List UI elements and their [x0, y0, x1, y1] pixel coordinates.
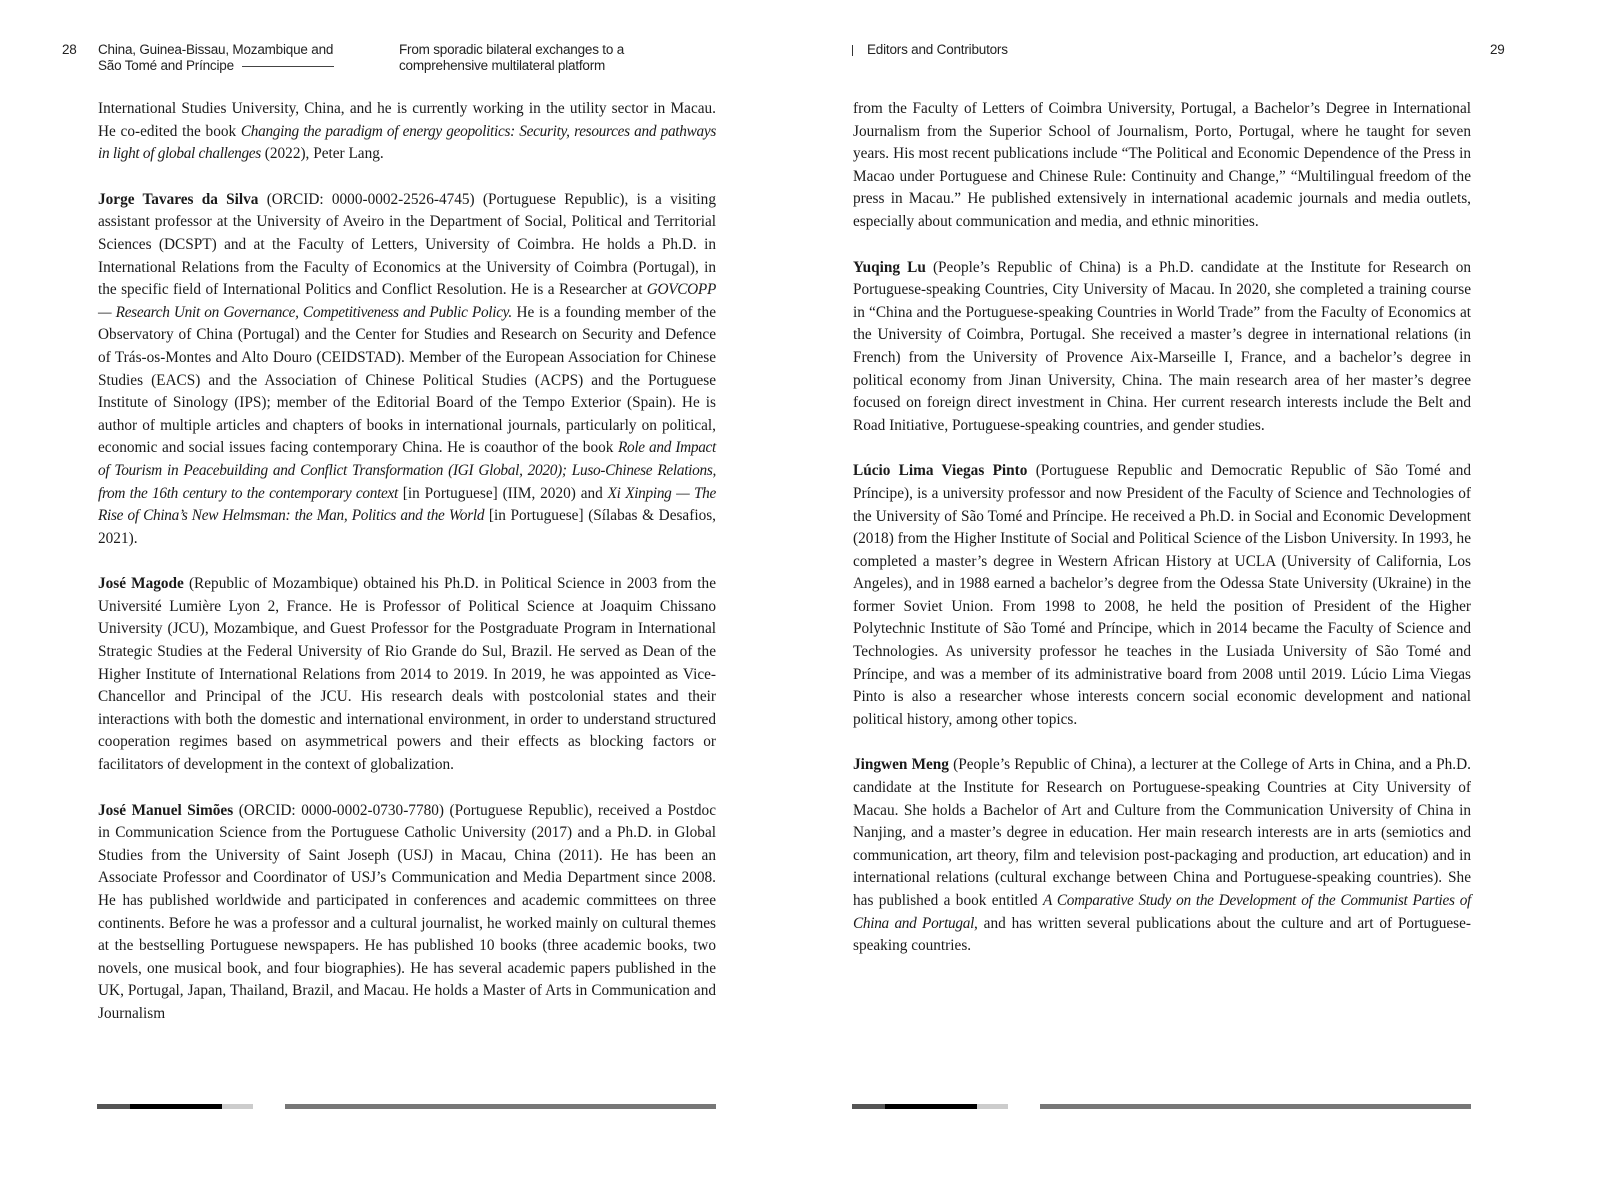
- contributor-name: Yuqing Lu: [853, 258, 926, 276]
- contributor-bio: [98, 189, 716, 551]
- continued-paragraph: [853, 98, 1471, 234]
- italic-title: A Comparative Study on the Development of the Communist Parties of China and Portugal: [853, 892, 1471, 932]
- contributor-name: Jingwen Meng: [853, 756, 949, 774]
- contributor-name: José Manuel Simões: [98, 801, 234, 819]
- right-body-text: [853, 98, 1471, 981]
- bio-text: [in Portuguese] (Sílabas & Desafios, 2021).: [98, 507, 716, 547]
- section-marker: [852, 42, 853, 58]
- bio-text: (Portuguese Republic and Democratic Republic of São Tomé and Príncipe), is a university professor and now President of the Faculty of Science and Technologies of the University of São Tomé and Príncipe. He received a Ph.D. in Social and Economic Development (2018) from the Higher Institute of Social and Political Science of the Lisbon University. In 1993, he completed a master’s degree in Western African History at UCLA (University of California, Los Angeles), and in 1988 earned a bachelor’s degree from the Odessa State University (Ukraine) in the former Soviet Union. From 1998 to 2008, he held the position of President of the Higher Polytechnic Institute of São Tomé and Príncipe, which in 2014 became the Faculty of Science and Technologies. As university professor he teaches in the Lusiada University of São Tomé and Príncipe, and was a member of its administrative board from 2008 until 2019. Lúcio Lima Viegas Pinto is also a researcher whose interests concern social economic development and national political history, among other topics.: [853, 462, 1471, 728]
- contributor-bio: [853, 257, 1471, 438]
- book-title-text: China, Guinea-Bissau, Mozambique and São Tomé and Príncipe: [98, 42, 334, 73]
- footer-bar-segment: [977, 1104, 1008, 1109]
- page-number-left: 28: [62, 42, 77, 57]
- contributor-name: Jorge Tavares da Silva: [98, 190, 259, 208]
- italic-title: Changing the paradigm of energy geopolitics: Security, resources and pathways in light of global challenges: [98, 122, 716, 163]
- footer-bar-segment: [130, 1104, 222, 1109]
- continued-paragraph: [98, 98, 716, 166]
- footer-bar-long: [285, 1104, 716, 1109]
- running-head-chapter-title: From sporadic bilateral exchanges to a comprehensive multilateral platform: [399, 42, 625, 73]
- bio-text: (People’s Republic of China), a lecturer at the College of Arts in China, and a Ph.D. candidate at the Institute for Research on Portuguese-speaking Countries at City University of Macau. She holds a Bachelor of Art and Culture from the Communication University of China in Nanjing, and a master’s degree in education. Her main research interests are in arts (semiotics and communication, art theory, film and television post-packaging and production, art education) and in international relations (cultural exchange between China and Portuguese-speaking countries). She has published a book entitled: [853, 756, 1471, 909]
- footer-bar-long: [1040, 1104, 1471, 1109]
- section-marker-bar: [852, 45, 853, 56]
- bio-text: He is a founding member of the Observatory of China (Portugal) and the Center for Studies and Research on Security and Defence of Trás-os-Montes and Alto Douro (CEIDSTAD). Member of the European Association for Chinese Studies (EACS) and the Association of Chinese Political Studies (ACPS) and the Portuguese Institute of Sinology (IPS); member of the Editorial Board of the Tempo Exterior (Spain). He is author of multiple articles and chapters of books in international journals, particularly on political, economic and social issues facing contemporary China. He is coauthor of the book: [98, 303, 716, 457]
- contributor-bio: [98, 573, 716, 776]
- bio-text: from the Faculty of Letters of Coimbra University, Portugal, a Bachelor’s Degree in International Journalism from the Superior School of Journalism, Porto, Portugal, where he taught for seven years. His most recent publications include “The Political and Economic Dependence of the Press in Macao under Portuguese and Chinese Rule: Continuity and Change,” “Multilingual freedom of the press in Macau.” He published extensively in international academic journals and media outlets, especially about communication and media, and ethnic minorities.: [853, 100, 1471, 230]
- left-body-text: [98, 98, 716, 1049]
- contributor-bio: [98, 800, 716, 1026]
- italic-title: Xi Xinping — The Rise of China’s New Helmsman: the Man, Politics and the World: [98, 484, 716, 525]
- bio-text: (People’s Republic of China) is a Ph.D. candidate at the Institute for Research on Portuguese-speaking Countries, City University of Macau. In 2020, she completed a training course in “China and the Portuguese-speaking Countries in World Trade” from the Faculty of Economics at the University of Coimbra, Portugal. She received a master’s degree in international relations (in French) from the University of Provence Aix-Marseille I, France, and a bachelor’s degree in political economy from Jinan University, China. The main research area of her master’s degree focused on foreign direct investment in China. Her current research interests include the Belt and Road Initiative, Portuguese-speaking countries, and gender studies.: [853, 258, 1471, 434]
- right-page: [800, 0, 1600, 1200]
- page-number-right: 29: [1490, 42, 1505, 57]
- italic-title: Role and Impact of Tourism in Peacebuilding and Conflict Transformation (IGI Global, 2020); Luso-Chinese Relations, from the 16th century to the contemporary context: [98, 439, 716, 502]
- bio-text: (ORCID: 0000-0002-2526-4745) (Portuguese Republic), is a visiting assistant professor at the University of Aveiro in the Department of Social, Political and Territorial Sciences (DCSPT) and at the Faculty of Letters, University of Coimbra. He holds a Ph.D. in International Relations from the Faculty of Economics at the University of Coimbra (Portugal), in the specific field of International Politics and Conflict Resolution. He is a Researcher at: [98, 190, 716, 299]
- contributor-name: José Magode: [98, 575, 184, 593]
- bio-text: (2022), Peter Lang.: [260, 145, 384, 163]
- footer-bar-segment: [885, 1104, 977, 1109]
- contributor-bio: [853, 754, 1471, 957]
- title-rule: [242, 66, 334, 67]
- bio-text: [in Portuguese] (IIM, 2020) and: [397, 484, 608, 502]
- footer-bar-segment: [222, 1104, 253, 1109]
- italic-title: GOVCOPP — Research Unit on Governance, Competitiveness and Public Policy.: [98, 281, 716, 321]
- bio-text: (ORCID: 0000-0002-0730-7780) (Portuguese Republic), received a Postdoc in Communication Science from the Portuguese Catholic University (2017) and a Ph.D. in Global Studies from the University of Saint Joseph (USJ) in Macau, China (2011). He has been an Associate Professor and Coordinator of USJ’s Communication and Media Department since 2008. He has published worldwide and participated in conferences and academic committees on three continents. Before he was a professor and a cultural journalist, he worked mainly on cultural themes at the bestselling Portuguese newspapers. He has published 10 books (three academic books, two novels, one musical book, and four biographies). He has several academic papers published in the UK, Portugal, Japan, Thailand, Brazil, and Macau. He holds a Master of Arts in Communication and Journalism: [98, 801, 716, 1022]
- running-head-section-title: Editors and Contributors: [867, 42, 1008, 57]
- contributor-bio: [853, 460, 1471, 731]
- contributor-name: Lúcio Lima Viegas Pinto: [853, 462, 1028, 480]
- running-head-book-title: [98, 42, 348, 74]
- footer-bar-segment: [852, 1104, 885, 1109]
- bio-text: (Republic of Mozambique) obtained his Ph.D. in Political Science in 2003 from the Université Lumière Lyon 2, France. He is Professor of Political Science at Joaquim Chissano University (JCU), Mozambique, and Guest Professor for the Postgraduate Program in International Strategic Studies at the Federal University of Rio Grande do Sul, Brazil. He served as Dean of the Higher Institute of International Relations from 2014 to 2019. In 2019, he was appointed as Vice-Chancellor and Principal of the JCU. His research deals with postcolonial states and their interactions with both the domestic and international environment, in order to understand structured cooperation regimes based on asymmetrical powers and their effects as blocking factors or facilitators of development in the context of globalization.: [98, 575, 716, 774]
- bio-text: International Studies University, China, and he is currently working in the utility sector in Macau. He co-edited the book: [98, 100, 716, 140]
- footer-bar-segment: [97, 1104, 130, 1109]
- bio-text: , and has written several publications about the culture and art of Portuguese-speaking countries.: [853, 914, 1471, 955]
